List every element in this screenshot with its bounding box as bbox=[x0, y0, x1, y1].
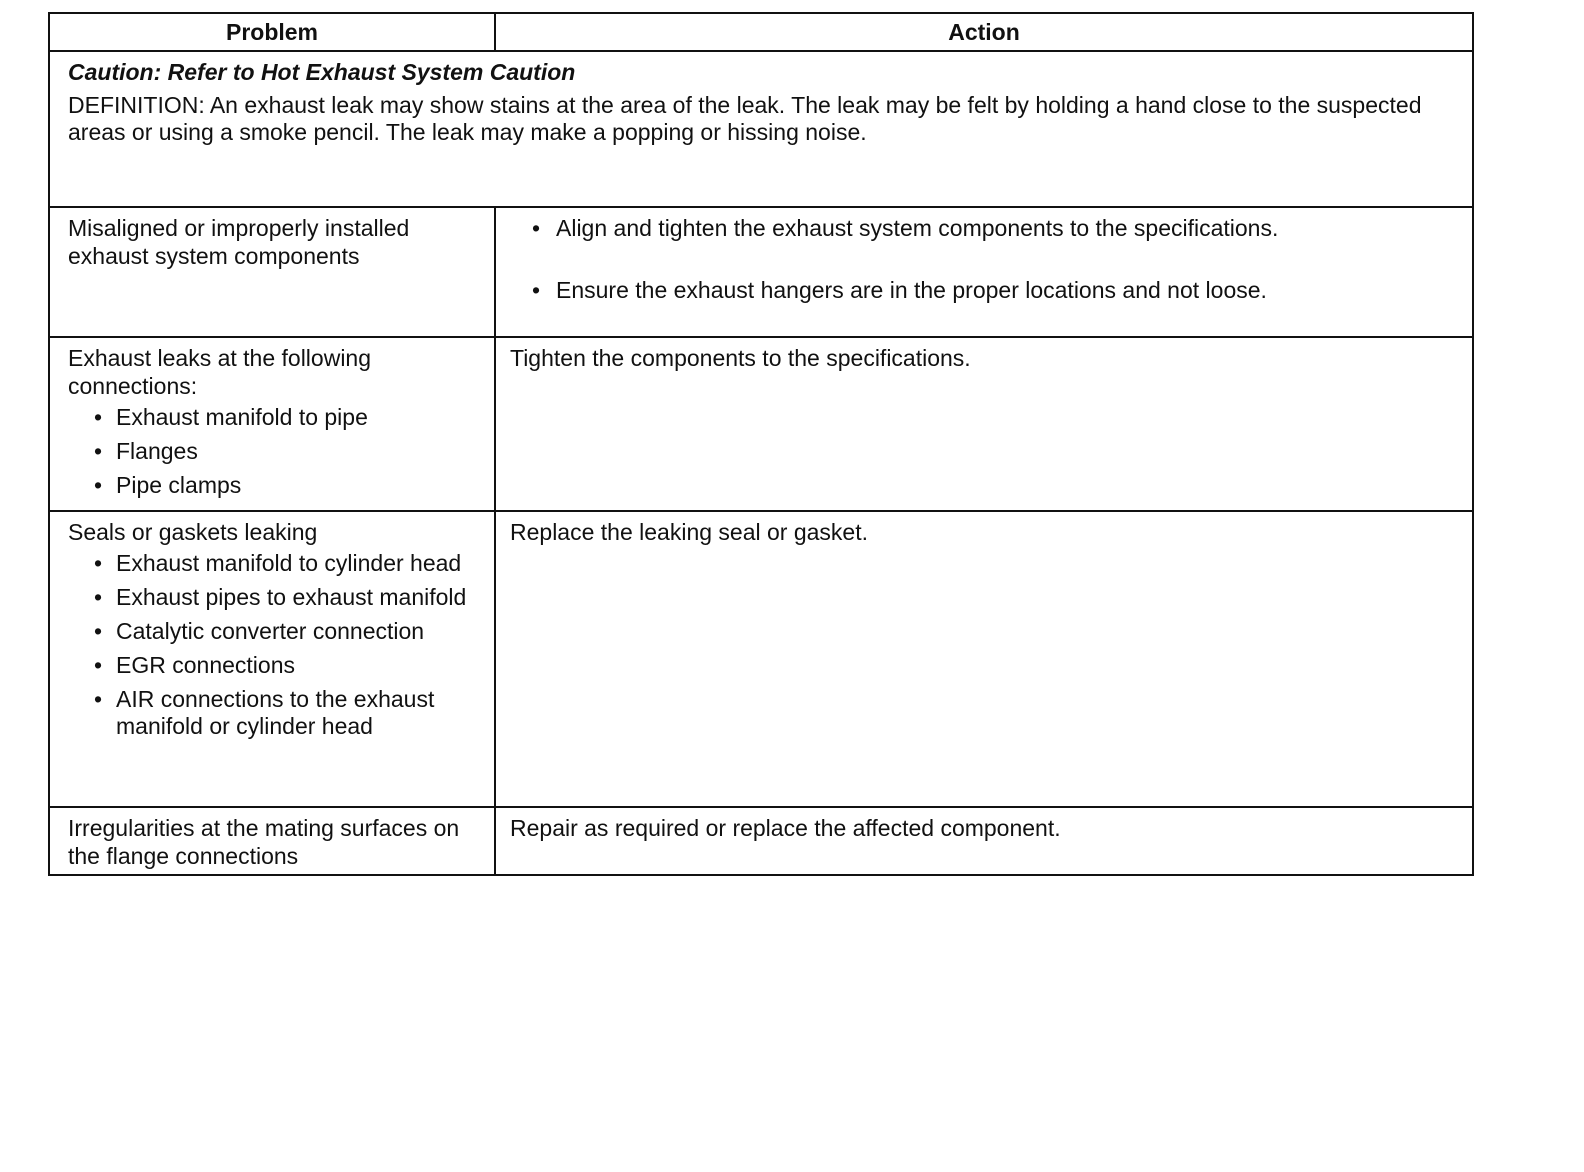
action-cell bbox=[495, 207, 1473, 337]
caution-title: Caution: Refer to Hot Exhaust System Caution bbox=[68, 59, 576, 85]
action-item: • Align and tighten the exhaust system components to the specifications. bbox=[532, 214, 1458, 242]
problem-text: Seals or gaskets leaking bbox=[68, 519, 318, 545]
list-item: • Exhaust manifold to cylinder head bbox=[94, 550, 484, 577]
problem-cell bbox=[49, 337, 495, 511]
action-list bbox=[510, 214, 1458, 304]
action-cell bbox=[495, 511, 1473, 807]
table-header-row bbox=[49, 13, 1473, 51]
list-item: • Exhaust manifold to pipe bbox=[94, 404, 484, 431]
problem-cell bbox=[49, 207, 495, 337]
list-item: • Exhaust pipes to exhaust manifold bbox=[94, 584, 484, 611]
seal-location-list bbox=[68, 550, 484, 740]
list-item: • Flanges bbox=[94, 438, 484, 465]
action-cell bbox=[495, 807, 1473, 875]
caution-row bbox=[49, 51, 1473, 207]
problem-text: Exhaust leaks at the following connections: bbox=[68, 345, 372, 399]
action-text: Repair as required or replace the affected component. bbox=[510, 815, 1061, 841]
connection-list bbox=[68, 404, 484, 499]
list-item: • Catalytic converter connection bbox=[94, 618, 484, 645]
list-item: • AIR connections to the exhaust manifold or cylinder head bbox=[94, 686, 484, 740]
table-row bbox=[49, 337, 1473, 511]
table-row bbox=[49, 207, 1473, 337]
table-row bbox=[49, 511, 1473, 807]
action-text: Replace the leaking seal or gasket. bbox=[510, 519, 868, 545]
action-cell bbox=[495, 337, 1473, 511]
list-item: • Pipe clamps bbox=[94, 472, 484, 499]
problem-cell bbox=[49, 511, 495, 807]
problem-cell bbox=[49, 807, 495, 875]
list-item: • EGR connections bbox=[94, 652, 484, 679]
table-row bbox=[49, 807, 1473, 875]
action-column-header: Action bbox=[495, 13, 1473, 51]
action-text: Tighten the components to the specifications. bbox=[510, 345, 971, 371]
definition-text: DEFINITION: An exhaust leak may show stains at the area of the leak. The leak may be felt by holding a hand close to the suspected areas or using a smoke pencil. The leak may make a popping or hissing noise. bbox=[68, 92, 1422, 145]
problem-text: Irregularities at the mating surfaces on the flange connections bbox=[68, 815, 460, 869]
exhaust-leak-diagnostic-table bbox=[48, 12, 1474, 876]
diagnostic-table-container bbox=[48, 12, 1474, 876]
problem-text: Misaligned or improperly installed exhaust system components bbox=[68, 215, 410, 269]
problem-column-header: Problem bbox=[49, 13, 495, 51]
caution-cell bbox=[49, 51, 1473, 207]
action-item: • Ensure the exhaust hangers are in the proper locations and not loose. bbox=[532, 276, 1458, 304]
